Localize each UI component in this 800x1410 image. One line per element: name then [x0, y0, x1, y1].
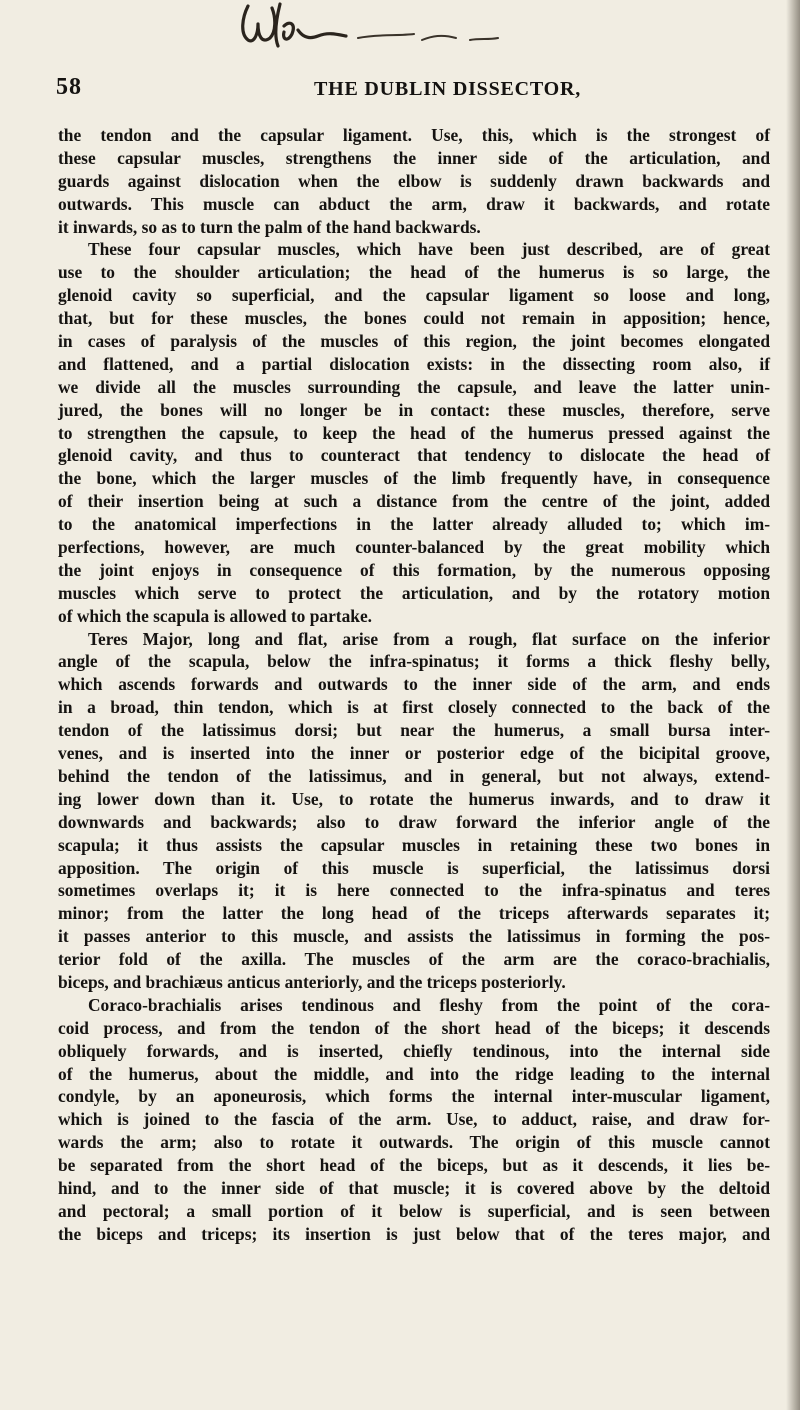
text-line: coid process, and from the tendon of the short head of the biceps; it descends — [58, 1017, 770, 1038]
text-line: the tendon and the capsular ligament. Use, this, which is the strongest of — [58, 125, 770, 145]
text-line: it passes anterior to this muscle, and assists the latissimus in forming the pos- — [58, 926, 770, 947]
text-line: downwards and backwards; also to draw forward the inferior angle of the — [58, 811, 770, 832]
text-line: venes, and is inserted into the inner or posterior edge of the bicipital groove, — [58, 743, 770, 764]
text-line: terior fold of the axilla. The muscles of the arm are the coraco-brachialis, — [58, 949, 770, 970]
text-line: tendon of the latissimus dorsi; but near the humerus, a small bursa inter- — [58, 720, 770, 741]
text-line: behind the tendon of the latissimus, and in general, but not always, extend- — [58, 765, 770, 786]
text-line: Coraco-brachialis arises tendinous and fleshy from the point of the cora- — [88, 994, 770, 1015]
text-line: perfections, however, are much counter-balanced by the great mobility which — [58, 537, 770, 558]
page-header — [56, 74, 776, 114]
text-line: in a broad, thin tendon, which is at first closely connected to the back of the — [58, 697, 770, 718]
text-line: glenoid cavity so superficial, and the capsular ligament so loose and long, — [58, 285, 770, 306]
page-number: 58 — [56, 74, 82, 100]
text-line: that, but for these muscles, the bones could not remain in apposition; hence, — [58, 308, 770, 329]
text-line: of their insertion being at such a distance from the centre of the joint, added — [58, 491, 770, 512]
text-line: the biceps and triceps; its insertion is just below that of the teres major, and — [58, 1223, 770, 1244]
text-line: ing lower down than it. Use, to rotate the humerus inwards, and to draw it — [58, 788, 770, 809]
text-line: jured, the bones will no longer be in contact: these muscles, therefore, serve — [58, 399, 770, 420]
text-line: hind, and to the inner side of that muscle; it is covered above by the deltoid — [58, 1177, 770, 1198]
text-line: to strengthen the capsule, to keep the head of the humerus pressed against the — [58, 422, 770, 443]
text-line: which ascends forwards and outwards to the inner side of the arm, and ends — [58, 674, 770, 695]
text-line: apposition. The origin of this muscle is superficial, the latissimus dorsi — [58, 857, 770, 878]
body-text — [58, 124, 770, 1246]
text-line: it inwards, so as to turn the palm of the hand backwards. — [58, 216, 481, 237]
handwritten-signature — [218, 0, 548, 56]
text-line: muscles which serve to protect the articulation, and by the rotatory motion — [58, 582, 770, 603]
text-line: these capsular muscles, strengthens the inner side of the articulation, and — [58, 147, 770, 168]
text-line: and pectoral; a small portion of it below is superficial, and is seen between — [58, 1200, 770, 1221]
text-line: scapula; it thus assists the capsular muscles in retaining these two bones in — [58, 834, 770, 855]
text-line: obliquely forwards, and is inserted, chiefly tendinous, into the internal side — [58, 1040, 770, 1061]
text-line: be separated from the short head of the biceps, but as it descends, it lies be- — [58, 1155, 770, 1176]
text-line: which is joined to the fascia of the arm. Use, to adduct, raise, and draw for- — [58, 1109, 770, 1130]
text-line: guards against dislocation when the elbow is suddenly drawn backwards and — [58, 170, 770, 191]
text-line: the joint enjoys in consequence of this formation, by the numerous opposing — [58, 559, 770, 580]
text-line: of the humerus, about the middle, and into the ridge leading to the internal — [58, 1063, 770, 1084]
text-line: use to the shoulder articulation; the head of the humerus is so large, the — [58, 262, 770, 283]
text-line: minor; from the latter the long head of the triceps afterwards separates it; — [58, 903, 770, 924]
text-line: wards the arm; also to rotate it outwards. The origin of this muscle cannot — [58, 1132, 770, 1153]
text-line: These four capsular muscles, which have been just described, are of great — [88, 239, 770, 260]
text-line: in cases of paralysis of the muscles of this region, the joint becomes elongated — [58, 331, 770, 352]
text-line: of which the scapula is allowed to partake. — [58, 605, 373, 626]
text-line: angle of the scapula, below the infra-spinatus; it forms a thick fleshy belly, — [58, 651, 770, 672]
text-line: condyle, by an aponeurosis, which forms the internal inter-muscular ligament, — [58, 1086, 770, 1107]
text-line: the bone, which the larger muscles of the limb frequently have, in consequence — [58, 468, 770, 489]
text-line: Teres Major, long and flat, arise from a rough, flat surface on the inferior — [88, 628, 770, 649]
text-line: outwards. This muscle can abduct the arm, draw it backwards, and rotate — [58, 193, 770, 214]
text-line: and flattened, and a partial dislocation exists: in the dissecting room also, if — [58, 353, 770, 374]
page-edge-shadow — [786, 0, 800, 1410]
text-line: sometimes overlaps it; it is here connected to the infra-spinatus and teres — [58, 880, 770, 901]
text-line: biceps, and brachiæus anticus anteriorly, and the triceps posteriorly. — [58, 971, 566, 992]
text-line: we divide all the muscles surrounding the capsule, and leave the latter unin- — [58, 376, 770, 397]
running-head: THE DUBLIN DISSECTOR, — [314, 78, 582, 100]
text-line: to the anatomical imperfections in the latter already alluded to; which im- — [58, 514, 770, 535]
text-line: glenoid cavity, and thus to counteract that tendency to dislocate the head of — [58, 445, 770, 466]
